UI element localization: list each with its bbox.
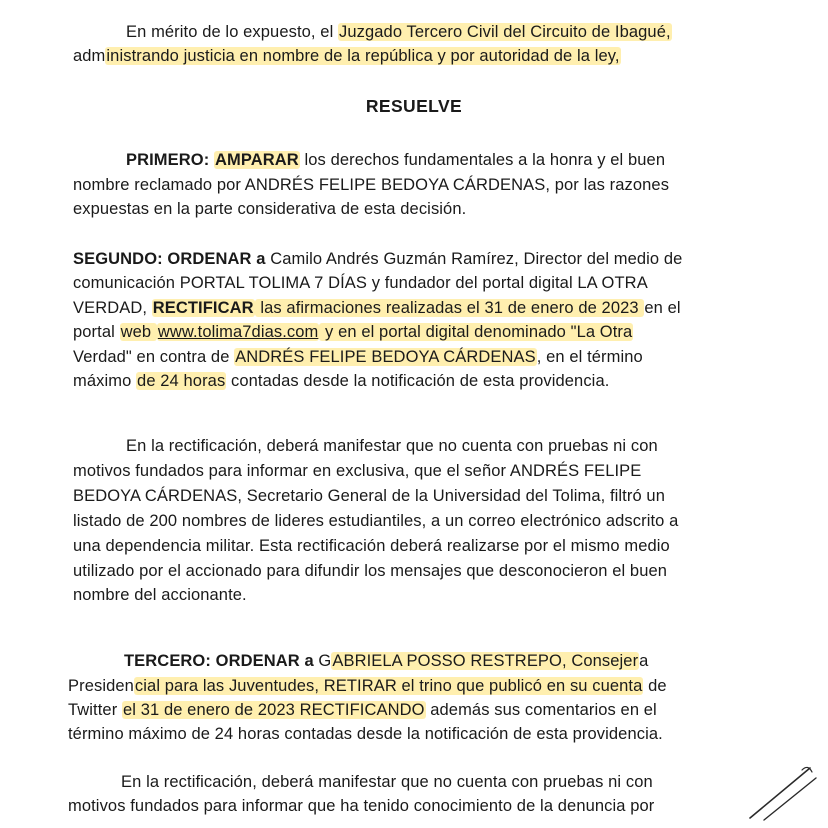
tercero-text: de xyxy=(643,677,667,695)
segundo-text: portal xyxy=(73,323,120,341)
tercero-line-2 xyxy=(68,675,667,697)
p1-text: En mérito de lo expuesto, el xyxy=(126,23,339,41)
rectificacion1-line-1: En la rectificación, deberá manifestar que no cuenta con pruebas ni con xyxy=(126,437,658,455)
segundo-text: en el xyxy=(644,299,681,317)
tercero-label: TERCERO: ORDENAR a xyxy=(124,652,319,670)
highlight-court-name: Juzgado Tercero Civil del Circuito de Ibagué, xyxy=(339,23,671,41)
p1-line-2 xyxy=(73,45,621,67)
highlight-rectificar: RECTIFICAR xyxy=(152,299,254,317)
highlight-portal-name: y en el portal digital denominado "La Otra xyxy=(320,323,633,341)
primero-line-3: expuestas en la parte considerativa de esta decisión. xyxy=(73,200,467,218)
segundo-text: VERDAD, xyxy=(73,299,152,317)
tercero-text: a xyxy=(639,652,649,670)
highlight-24-hours: de 24 horas xyxy=(137,372,226,390)
segundo-text: contadas desde la notificación de esta providencia. xyxy=(226,372,610,390)
segundo-text: máximo xyxy=(73,372,137,390)
highlight-amparar: AMPARAR xyxy=(215,151,299,169)
rectificacion2-line-1: En la rectificación, deberá manifestar que no cuenta con pruebas ni con xyxy=(121,773,653,791)
segundo-line-3 xyxy=(73,297,681,319)
primero-label: PRIMERO: xyxy=(126,151,210,169)
resolution-heading: RESUELVE xyxy=(365,96,463,116)
rectificacion2-line-2: motivos fundados para informar que ha tenido conocimiento de la denuncia por xyxy=(68,797,655,815)
segundo-line-5 xyxy=(73,346,643,368)
highlight-retirar-trino: cial para las Juventudes, RETIRAR el trino que publicó en su cuenta xyxy=(134,677,643,695)
segundo-line-2: comunicación PORTAL TOLIMA 7 DÍAS y fundador del portal digital LA OTRA xyxy=(73,274,648,292)
segundo-line-6 xyxy=(73,370,609,392)
highlight-plaintiff-name: ANDRÉS FELIPE BEDOYA CÁRDENAS xyxy=(235,348,536,366)
rectificacion1-line-5: una dependencia militar. Esta rectificación deberá realizarse por el mismo medio xyxy=(73,537,670,555)
handwritten-mark-icon xyxy=(742,762,822,822)
portal-url-link[interactable]: www.tolima7dias.com xyxy=(157,323,319,341)
segundo-line-4 xyxy=(73,321,633,343)
highlight-administering-justice: inistrando justicia en nombre de la república y por autoridad de la ley, xyxy=(106,47,620,65)
rectificacion1-line-2: motivos fundados para informar en exclusiva, que el señor ANDRÉS FELIPE xyxy=(73,462,642,480)
segundo-line-1 xyxy=(73,248,682,270)
highlight-rectificando: el 31 de enero de 2023 RECTIFICANDO xyxy=(122,701,425,719)
segundo-text: , en el término xyxy=(536,348,643,366)
tercero-text: G xyxy=(318,652,332,670)
highlight-gabriela-posso: ABRIELA POSSO RESTREPO, Consejer xyxy=(332,652,639,670)
highlight-web: web xyxy=(120,323,156,341)
segundo-text: Camilo Andrés Guzmán Ramírez, Director del medio de xyxy=(270,250,683,268)
rectificacion1-line-4: listado de 200 nombres de lideres estudiantiles, a un correo electrónico adscrito a xyxy=(73,512,679,530)
rectificacion1-line-6: utilizado por el accionado para difundir los mensajes que desconocieron el buen xyxy=(73,562,668,580)
p1-text: adm xyxy=(73,47,106,65)
highlight-date: las afirmaciones realizadas el 31 de enero de 2023 xyxy=(255,299,644,317)
tercero-line-4: término máximo de 24 horas contadas desde la notificación de esta providencia. xyxy=(68,725,663,743)
tercero-text: Twitter xyxy=(68,701,122,719)
tercero-line-1 xyxy=(124,650,648,672)
rectificacion1-line-7: nombre del accionante. xyxy=(73,586,247,604)
tercero-text: además sus comentarios en el xyxy=(425,701,657,719)
rectificacion1-line-3: BEDOYA CÁRDENAS, Secretario General de la Universidad del Tolima, filtró un xyxy=(73,487,665,505)
primero-text: los derechos fundamentales a la honra y el buen xyxy=(304,151,666,169)
segundo-text: Verdad" en contra de xyxy=(73,348,235,366)
primero-line-2: nombre reclamado por ANDRÉS FELIPE BEDOYA CÁRDENAS, por las razones xyxy=(73,176,670,194)
primero-line-1 xyxy=(126,149,665,171)
p1-line-1 xyxy=(126,21,672,43)
tercero-line-3 xyxy=(68,699,657,721)
tercero-text: Presiden xyxy=(68,677,134,695)
segundo-label: SEGUNDO: ORDENAR a xyxy=(73,250,266,268)
